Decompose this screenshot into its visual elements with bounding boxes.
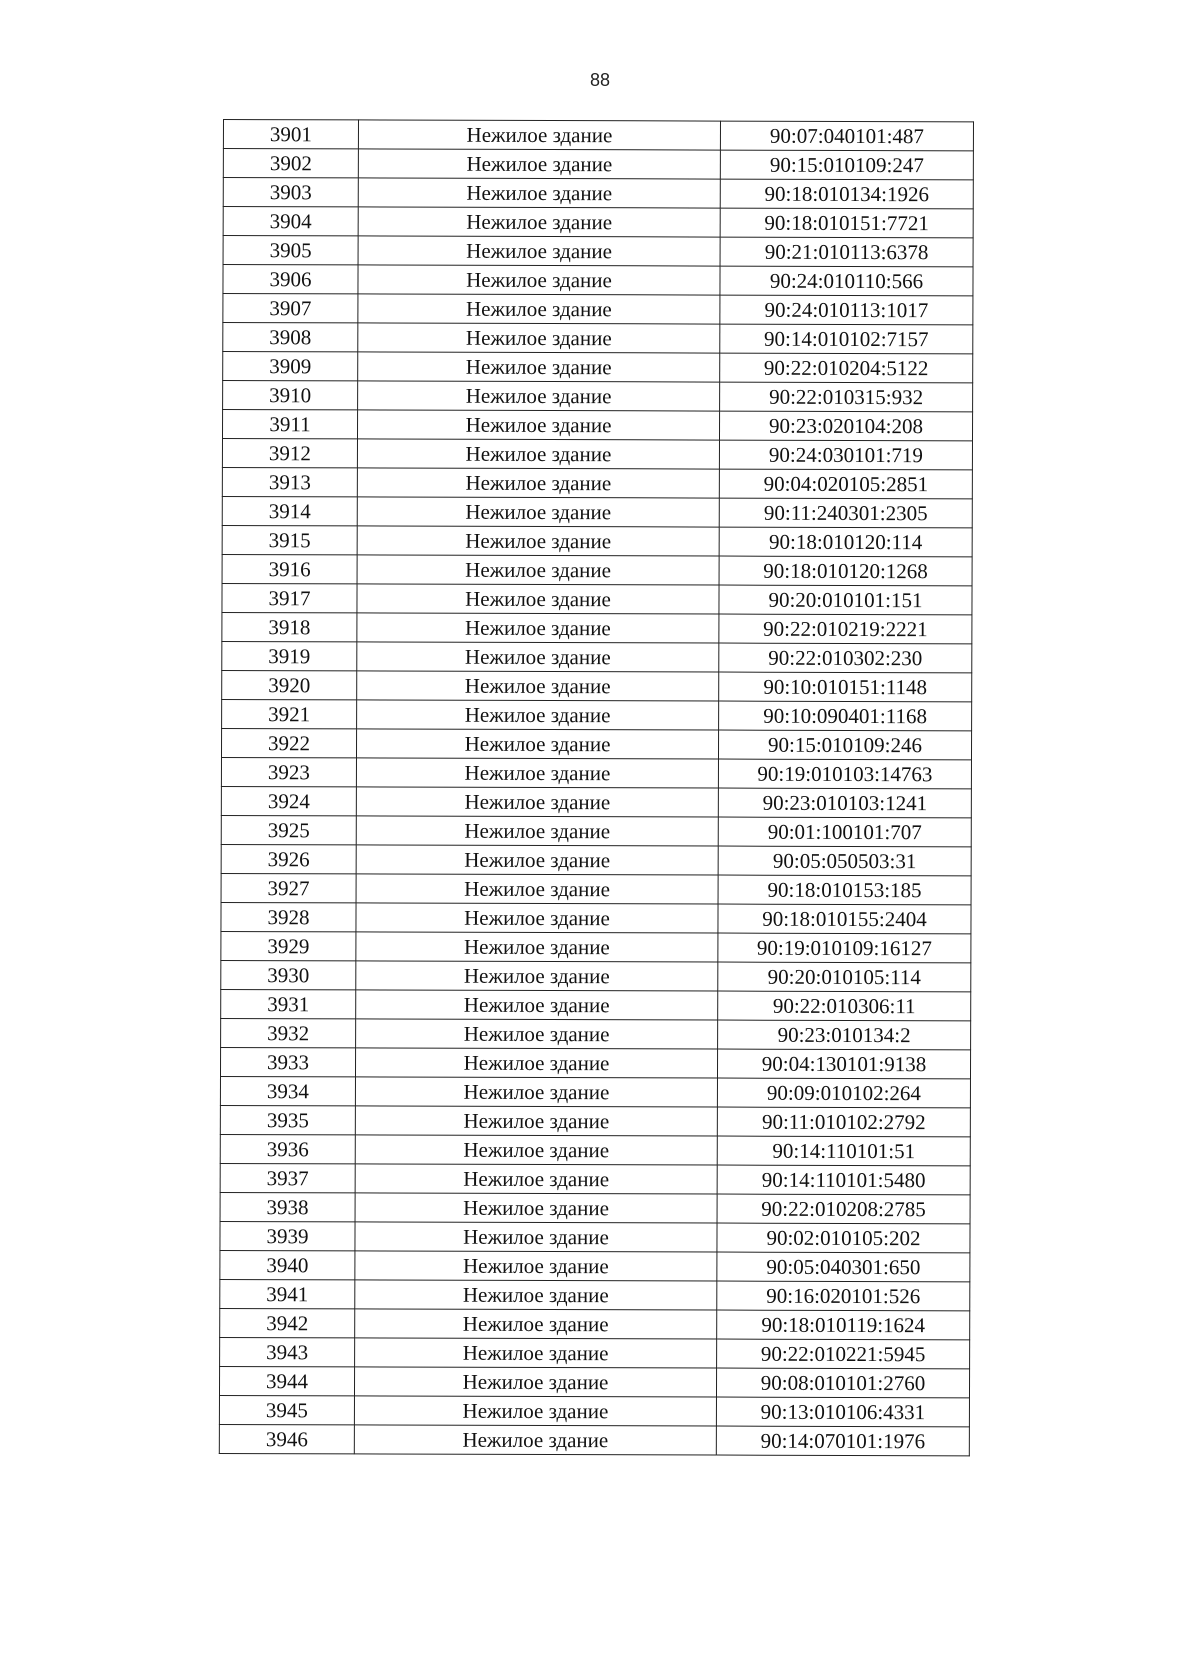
table-row (222, 439, 972, 470)
table-row (222, 467, 972, 498)
object-type-cell: Нежилое здание (358, 352, 720, 382)
cadastral-number-cell: 90:22:010315:932 (720, 382, 973, 412)
cadastral-number-cell: 90:23:010134:2 (718, 1020, 971, 1050)
cadastral-number-cell: 90:19:010109:16127 (718, 933, 971, 963)
cadastral-number-cell: 90:01:100101:707 (718, 817, 971, 847)
row-number-cell: 3903 (223, 178, 358, 207)
table-row (221, 757, 971, 788)
object-type-cell: Нежилое здание (357, 526, 719, 556)
object-type-cell: Нежилое здание (358, 207, 720, 237)
cadastral-number-cell: 90:18:010151:7721 (720, 208, 973, 238)
object-type-cell: Нежилое здание (357, 555, 719, 585)
object-type-cell: Нежилое здание (358, 178, 720, 208)
row-number-cell: 3923 (221, 757, 356, 786)
table-row (220, 1047, 970, 1078)
page-number: 88 (589, 70, 611, 90)
table-row (223, 352, 973, 383)
row-number-cell: 3920 (222, 670, 357, 699)
cadastral-number-cell: 90:15:010109:247 (720, 150, 973, 180)
row-number-cell: 3938 (220, 1192, 355, 1221)
cadastral-number-cell: 90:18:010120:114 (719, 527, 972, 557)
table-row (220, 1134, 970, 1165)
row-number-cell: 3919 (222, 641, 357, 670)
cadastral-number-cell: 90:21:010113:6378 (720, 237, 973, 267)
object-type-cell: Нежилое здание (356, 787, 718, 817)
cadastral-number-cell: 90:04:020105:2851 (719, 469, 972, 499)
table-row (220, 1308, 970, 1339)
object-type-cell: Нежилое здание (355, 1048, 717, 1078)
row-number-cell: 3933 (220, 1047, 355, 1076)
row-number-cell: 3930 (221, 960, 356, 989)
table-row (223, 120, 973, 151)
row-number-cell: 3935 (220, 1105, 355, 1134)
cadastral-number-cell: 90:18:010119:1624 (717, 1310, 970, 1340)
object-type-cell: Нежилое здание (356, 990, 718, 1020)
cadastral-number-cell: 90:23:020104:208 (719, 411, 972, 441)
table-row (222, 612, 972, 643)
row-number-cell: 3928 (221, 902, 356, 931)
row-number-cell: 3907 (223, 294, 358, 323)
object-type-cell: Нежилое здание (358, 120, 720, 150)
row-number-cell: 3916 (222, 554, 357, 583)
cadastral-number-cell: 90:15:010109:246 (718, 730, 971, 760)
table-row (222, 699, 972, 730)
cadastral-number-cell: 90:20:010105:114 (718, 962, 971, 992)
cadastral-number-cell: 90:22:010219:2221 (719, 614, 972, 644)
object-type-cell: Нежилое здание (356, 845, 718, 875)
row-number-cell: 3910 (223, 381, 358, 410)
table-row (221, 989, 971, 1020)
object-type-cell: Нежилое здание (355, 1280, 717, 1310)
object-type-cell: Нежилое здание (354, 1396, 716, 1426)
object-type-cell: Нежилое здание (356, 903, 718, 933)
cadastral-number-cell: 90:24:010110:566 (720, 266, 973, 296)
cadastral-number-cell: 90:05:040301:650 (717, 1252, 970, 1282)
table-row (220, 1250, 970, 1281)
table-row (221, 844, 971, 875)
object-type-cell: Нежилое здание (357, 439, 719, 469)
cadastral-number-cell: 90:18:010155:2404 (718, 904, 971, 934)
cadastral-number-cell: 90:11:240301:2305 (719, 498, 972, 528)
row-number-cell: 3924 (221, 786, 356, 815)
object-type-cell: Нежилое здание (357, 613, 719, 643)
row-number-cell: 3914 (222, 496, 357, 525)
object-type-cell: Нежилое здание (356, 758, 718, 788)
cadastral-number-cell: 90:18:010153:185 (718, 875, 971, 905)
row-number-cell: 3906 (223, 265, 358, 294)
row-number-cell: 3918 (222, 612, 357, 641)
table-row (220, 1337, 970, 1368)
row-number-cell: 3936 (220, 1134, 355, 1163)
table-row (220, 1192, 970, 1223)
table-row (221, 786, 971, 817)
cadastral-number-cell: 90:08:010101:2760 (716, 1368, 969, 1398)
table-row (221, 815, 971, 846)
table-row (221, 931, 971, 962)
row-number-cell: 3925 (221, 815, 356, 844)
row-number-cell: 3934 (220, 1076, 355, 1105)
object-type-cell: Нежилое здание (357, 468, 719, 498)
row-number-cell: 3909 (223, 352, 358, 381)
object-type-cell: Нежилое здание (355, 1164, 717, 1194)
cadastral-number-cell: 90:14:010102:7157 (720, 324, 973, 354)
row-number-cell: 3908 (223, 323, 358, 352)
row-number-cell: 3939 (220, 1221, 355, 1250)
row-number-cell: 3917 (222, 583, 357, 612)
object-type-cell: Нежилое здание (357, 410, 719, 440)
table-row (219, 1395, 969, 1426)
row-number-cell: 3942 (220, 1308, 355, 1337)
row-number-cell: 3932 (221, 1018, 356, 1047)
row-number-cell: 3943 (220, 1337, 355, 1366)
table-row (221, 873, 971, 904)
cadastral-number-cell: 90:22:010204:5122 (720, 353, 973, 383)
object-type-cell: Нежилое здание (358, 149, 720, 179)
object-type-cell: Нежилое здание (356, 874, 718, 904)
table-row (220, 1279, 970, 1310)
table-row (223, 149, 973, 180)
object-type-cell: Нежилое здание (355, 1251, 717, 1281)
table-body (219, 120, 973, 1456)
cadastral-number-cell: 90:22:010208:2785 (717, 1194, 970, 1224)
object-type-cell: Нежилое здание (354, 1425, 716, 1455)
object-type-cell: Нежилое здание (358, 323, 720, 353)
cadastral-number-cell: 90:18:010134:1926 (720, 179, 973, 209)
table-row (222, 641, 972, 672)
object-type-cell: Нежилое здание (357, 700, 719, 730)
table-row (222, 583, 972, 614)
table-row (222, 525, 972, 556)
cadastral-number-cell: 90:23:010103:1241 (718, 788, 971, 818)
object-type-cell: Нежилое здание (357, 497, 719, 527)
row-number-cell: 3904 (223, 207, 358, 236)
cadastral-number-cell: 90:02:010105:202 (717, 1223, 970, 1253)
object-type-cell: Нежилое здание (358, 265, 720, 295)
row-number-cell: 3902 (223, 149, 358, 178)
row-number-cell: 3921 (222, 699, 357, 728)
table-row (222, 496, 972, 527)
object-type-cell: Нежилое здание (355, 1193, 717, 1223)
row-number-cell: 3929 (221, 931, 356, 960)
cadastral-number-cell: 90:24:030101:719 (719, 440, 972, 470)
row-number-cell: 3911 (222, 410, 357, 439)
cadastral-number-cell: 90:13:010106:4331 (716, 1397, 969, 1427)
object-type-cell: Нежилое здание (356, 961, 718, 991)
cadastral-number-cell: 90:20:010101:151 (719, 585, 972, 615)
cadastral-number-cell: 90:10:010151:1148 (719, 672, 972, 702)
cadastral-number-cell: 90:04:130101:9138 (717, 1049, 970, 1079)
object-type-cell: Нежилое здание (356, 816, 718, 846)
object-type-cell: Нежилое здание (355, 1309, 717, 1339)
table-row (223, 323, 973, 354)
table-row (221, 902, 971, 933)
cadastral-number-cell: 90:16:020101:526 (717, 1281, 970, 1311)
property-registry-table (219, 119, 974, 1456)
table-row (219, 1366, 969, 1397)
cadastral-number-cell: 90:07:040101:487 (720, 121, 973, 151)
table-row (221, 1018, 971, 1049)
cadastral-number-cell: 90:14:110101:51 (717, 1136, 970, 1166)
cadastral-number-cell: 90:09:010102:264 (717, 1078, 970, 1108)
row-number-cell: 3905 (223, 236, 358, 265)
row-number-cell: 3926 (221, 844, 356, 873)
object-type-cell: Нежилое здание (355, 1338, 717, 1368)
cadastral-number-cell: 90:18:010120:1268 (719, 556, 972, 586)
table-row (220, 1163, 970, 1194)
cadastral-number-cell: 90:24:010113:1017 (720, 295, 973, 325)
row-number-cell: 3944 (219, 1366, 354, 1395)
row-number-cell: 3901 (223, 120, 358, 149)
row-number-cell: 3941 (220, 1279, 355, 1308)
table-row (223, 178, 973, 209)
cadastral-number-cell: 90:19:010103:14763 (718, 759, 971, 789)
table-row (221, 960, 971, 991)
object-type-cell: Нежилое здание (356, 932, 718, 962)
cadastral-number-cell: 90:10:090401:1168 (719, 701, 972, 731)
table-row (219, 1424, 969, 1455)
object-type-cell: Нежилое здание (354, 1367, 716, 1397)
object-type-cell: Нежилое здание (358, 236, 720, 266)
row-number-cell: 3912 (222, 439, 357, 468)
cadastral-number-cell: 90:11:010102:2792 (717, 1107, 970, 1137)
object-type-cell: Нежилое здание (358, 294, 720, 324)
cadastral-number-cell: 90:05:050503:31 (718, 846, 971, 876)
row-number-cell: 3922 (221, 728, 356, 757)
object-type-cell: Нежилое здание (355, 1077, 717, 1107)
object-type-cell: Нежилое здание (358, 381, 720, 411)
row-number-cell: 3915 (222, 525, 357, 554)
object-type-cell: Нежилое здание (357, 642, 719, 672)
row-number-cell: 3931 (221, 989, 356, 1018)
table-row (222, 670, 972, 701)
object-type-cell: Нежилое здание (356, 1019, 718, 1049)
table-row (220, 1105, 970, 1136)
table-row (223, 236, 973, 267)
table-row (221, 728, 971, 759)
table-row (220, 1076, 970, 1107)
cadastral-number-cell: 90:22:010302:230 (719, 643, 972, 673)
cadastral-number-cell: 90:22:010221:5945 (717, 1339, 970, 1369)
table-row (222, 410, 972, 441)
table-row (220, 1221, 970, 1252)
object-type-cell: Нежилое здание (356, 729, 718, 759)
object-type-cell: Нежилое здание (355, 1222, 717, 1252)
object-type-cell: Нежилое здание (357, 671, 719, 701)
table-row (223, 265, 973, 296)
table-row (222, 554, 972, 585)
row-number-cell: 3945 (219, 1395, 354, 1424)
object-type-cell: Нежилое здание (355, 1135, 717, 1165)
cadastral-number-cell: 90:14:110101:5480 (717, 1165, 970, 1195)
row-number-cell: 3946 (219, 1424, 354, 1453)
table-row (223, 207, 973, 238)
row-number-cell: 3937 (220, 1163, 355, 1192)
row-number-cell: 3927 (221, 873, 356, 902)
object-type-cell: Нежилое здание (357, 584, 719, 614)
table-row (223, 381, 973, 412)
cadastral-number-cell: 90:14:070101:1976 (716, 1426, 969, 1456)
table-row (223, 294, 973, 325)
object-type-cell: Нежилое здание (355, 1106, 717, 1136)
cadastral-number-cell: 90:22:010306:11 (718, 991, 971, 1021)
row-number-cell: 3940 (220, 1250, 355, 1279)
row-number-cell: 3913 (222, 467, 357, 496)
